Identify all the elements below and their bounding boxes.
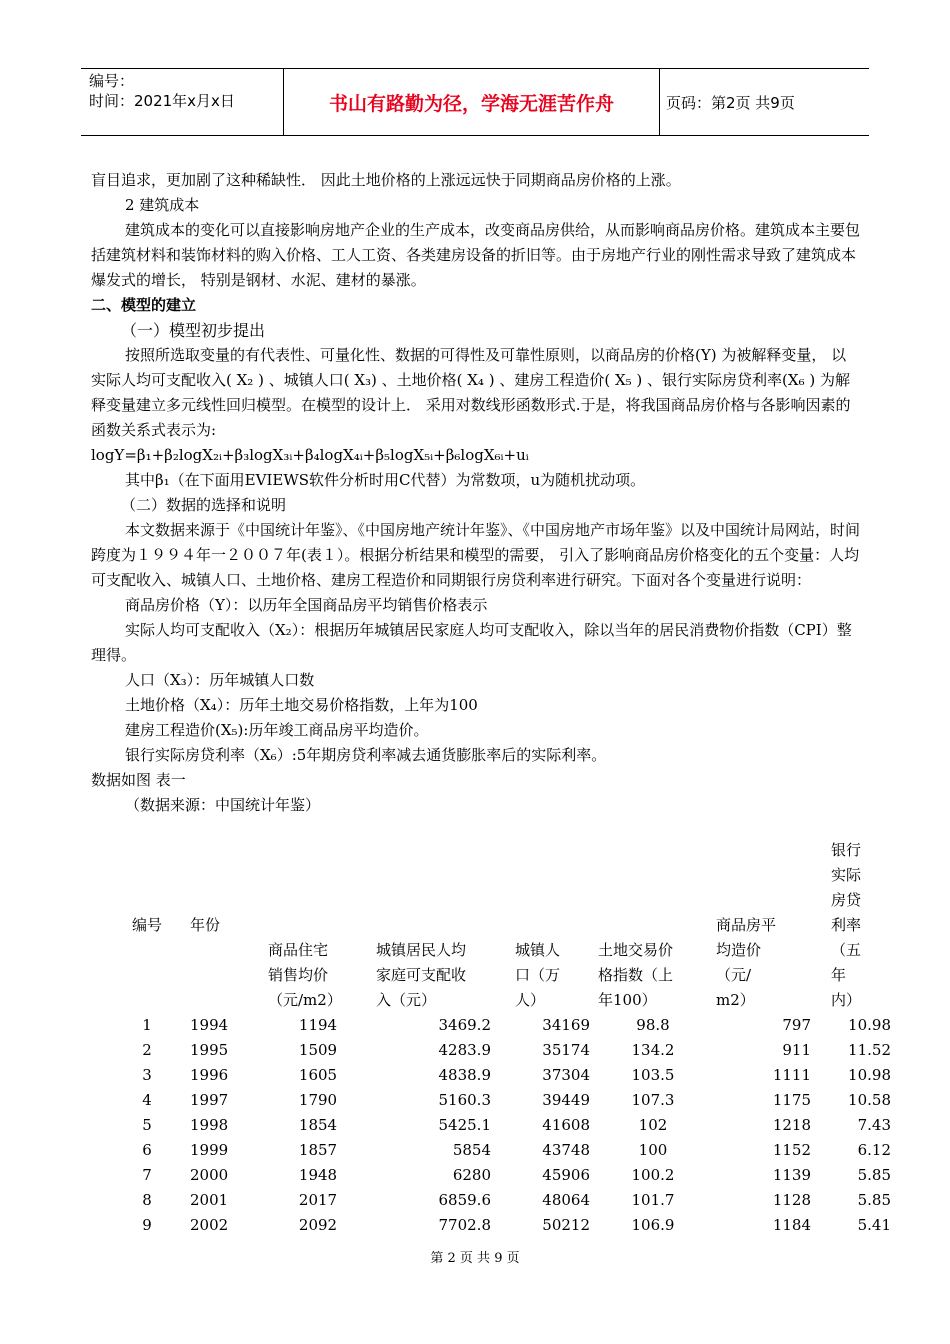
row-loan-rate-cell: 7.43 — [857, 1116, 891, 1134]
row-income-cell: 5854 — [452, 1141, 491, 1159]
row-loan-rate-cell: 5.85 — [857, 1166, 891, 1184]
section-heading-model: 二、模型的建立 — [91, 296, 197, 314]
header-meta — [81, 69, 284, 135]
col-header-price: 商品住宅 销售均价 （元/m2） — [268, 941, 342, 1009]
table-row — [108, 1138, 895, 1163]
row-land-index-cell: 100 — [638, 1141, 668, 1159]
row-number-cell: 1 — [142, 1016, 152, 1034]
row-population-cell: 45906 — [542, 1166, 590, 1184]
row-price-cell: 1790 — [298, 1091, 338, 1109]
doc-date-label: 时间：2021年x月x日 — [89, 92, 235, 110]
doc-number-label: 编号： — [89, 72, 135, 90]
row-year-cell: 2002 — [190, 1216, 229, 1234]
row-build-cost-cell: 797 — [782, 1016, 811, 1034]
row-income-cell: 7702.8 — [438, 1216, 491, 1234]
row-year-cell: 1998 — [190, 1116, 229, 1134]
row-price-cell: 1605 — [298, 1066, 338, 1084]
row-year-cell: 2001 — [190, 1191, 229, 1209]
variable-description: 商品房价格（Y）：以历年全国商品房平均销售价格表示 — [125, 596, 488, 614]
row-income-cell: 4838.9 — [438, 1066, 491, 1084]
row-population-cell: 48064 — [542, 1191, 590, 1209]
regression-formula: logY=β₁+β₂logX₂ᵢ+β₃logX₃ᵢ+β₄logX₄ᵢ+β₅logX₅ᵢ+β₆logX₆ᵢ+uᵢ — [91, 446, 529, 464]
page-footer: 第 2 页 共 9 页 — [430, 1251, 520, 1266]
data-table — [108, 838, 895, 1238]
table-row — [108, 1188, 895, 1213]
row-land-index-cell: 107.3 — [631, 1091, 675, 1109]
row-price-cell: 1854 — [298, 1116, 338, 1134]
row-build-cost-cell: 911 — [782, 1041, 811, 1059]
row-number-cell: 2 — [142, 1041, 152, 1059]
col-header-loan-rate: 银行 实际 房贷 利率 （五 年 内） — [831, 841, 862, 1009]
row-year-cell: 1997 — [190, 1091, 229, 1109]
row-population-cell: 39449 — [542, 1091, 590, 1109]
row-land-index-cell: 101.7 — [631, 1191, 675, 1209]
subsection-heading: （二）数据的选择和说明 — [121, 496, 287, 514]
row-income-cell: 4283.9 — [438, 1041, 491, 1059]
row-population-cell: 50212 — [542, 1216, 590, 1234]
table-row — [108, 1213, 895, 1238]
row-build-cost-cell: 1128 — [772, 1191, 811, 1209]
row-loan-rate-cell: 5.41 — [857, 1216, 891, 1234]
paragraph: 其中β₁（在下面用EVIEWS软件分析时用C代替）为常数项，u为随机扰动项。 — [125, 471, 646, 489]
subsection-heading: （一）模型初步提出 — [121, 321, 266, 340]
row-year-cell: 2000 — [190, 1166, 229, 1184]
row-price-cell: 1194 — [298, 1016, 338, 1034]
row-number-cell: 3 — [142, 1066, 152, 1084]
row-population-cell: 35174 — [542, 1041, 590, 1059]
row-number-cell: 8 — [142, 1191, 152, 1209]
row-build-cost-cell: 1139 — [772, 1166, 811, 1184]
row-population-cell: 43748 — [542, 1141, 590, 1159]
variable-description: 人口（X₃）：历年城镇人口数 — [125, 671, 315, 689]
table-row — [108, 1163, 895, 1188]
row-population-cell: 37304 — [542, 1066, 590, 1084]
row-loan-rate-cell: 10.58 — [848, 1091, 891, 1109]
row-loan-rate-cell: 6.12 — [857, 1141, 891, 1159]
table-row — [108, 1013, 895, 1038]
row-loan-rate-cell: 11.52 — [848, 1041, 891, 1059]
variable-description: 建房工程造价(X₅):历年竣工商品房平均造价。 — [125, 721, 429, 739]
col-header-build-cost: 商品房平 均造价 （元/ m2） — [716, 916, 777, 1009]
section-heading-construction-cost: 2 建筑成本 — [125, 196, 200, 214]
row-price-cell: 1948 — [298, 1166, 338, 1184]
row-loan-rate-cell: 10.98 — [848, 1016, 891, 1034]
col-header-number: 编号 — [131, 916, 162, 934]
row-income-cell: 5160.3 — [438, 1091, 491, 1109]
row-income-cell: 6280 — [452, 1166, 491, 1184]
row-number-cell: 5 — [142, 1116, 152, 1134]
row-loan-rate-cell: 5.85 — [857, 1191, 891, 1209]
col-header-year: 年份 — [190, 916, 221, 934]
row-income-cell: 6859.6 — [438, 1191, 491, 1209]
row-number-cell: 9 — [142, 1216, 152, 1234]
row-land-index-cell: 98.8 — [636, 1016, 670, 1034]
paragraph: 按照所选取变量的有代表性、可量化性、数据的可得性及可靠性原则，以商品房的价格(Y) 为被解释变量， 以实际人均可支配收入( X₂ ) 、城镇人口( X₃) 、土地价格( X₄ ) 、建房工程造价( X₅ ) 、银行实际房贷利率(X₆ ) 为解释变量建立多元线性回归模型。在模型的设计上． 采用对数线形函数形式.于是，将我国商品房价格与各影响因素的函数关系式表示为: — [91, 346, 851, 439]
row-price-cell: 2017 — [298, 1191, 338, 1209]
variable-description: 土地价格（X₄）：历年土地交易价格指数，上年为100 — [125, 696, 478, 714]
row-income-cell: 3469.2 — [438, 1016, 491, 1034]
row-income-cell: 5425.1 — [438, 1116, 491, 1134]
table-row — [108, 1113, 895, 1138]
paragraph: 本文数据来源于《中国统计年鉴》、《中国房地产统计年鉴》、《中国房地产市场年鉴》以及中国统计局网站，时间跨度为１９９４年一２００７年(表１）。根据分析结果和模型的需要， 引入了影响商品房价格变化的五个变量：人均可支配收入、城镇人口、土地价格、建房工程造价和同期银行房贷利率进行研究。下面对各个变量进行说明： — [91, 521, 861, 589]
row-build-cost-cell: 1218 — [772, 1116, 811, 1134]
row-land-index-cell: 134.2 — [631, 1041, 675, 1059]
row-build-cost-cell: 1152 — [772, 1141, 811, 1159]
paragraph: 建筑成本的变化可以直接影响房地产企业的生产成本，改变商品房供给，从而影响商品房价格。建筑成本主要包括建筑材料和装饰材料的购入价格、工人工资、各类建房设备的折旧等。由于房地产行业的刚性需求导致了建筑成本爆发式的增长， 特别是钢材、水泥、建材的暴涨。 — [91, 221, 861, 289]
table-row — [108, 1088, 895, 1113]
row-year-cell: 1995 — [190, 1041, 229, 1059]
header-motto: 书山有路勤为径，学海无涯苦作舟 — [284, 69, 660, 135]
row-land-index-cell: 106.9 — [631, 1216, 675, 1234]
row-price-cell: 1857 — [298, 1141, 338, 1159]
row-build-cost-cell: 1175 — [772, 1091, 811, 1109]
row-year-cell: 1999 — [190, 1141, 229, 1159]
row-number-cell: 4 — [142, 1091, 152, 1109]
row-land-index-cell: 102 — [638, 1116, 668, 1134]
row-land-index-cell: 100.2 — [631, 1166, 675, 1184]
header-page-label: 页码：第2页 共9页 — [666, 93, 795, 112]
row-year-cell: 1996 — [190, 1066, 229, 1084]
figure-label: 数据如图 表一 — [91, 771, 186, 789]
row-price-cell: 1509 — [298, 1041, 338, 1059]
table-row — [108, 1063, 895, 1088]
row-land-index-cell: 103.5 — [631, 1066, 675, 1084]
row-price-cell: 2092 — [298, 1216, 338, 1234]
document-body — [91, 168, 861, 818]
row-year-cell: 1994 — [190, 1016, 229, 1034]
table-row — [108, 1038, 895, 1063]
col-header-land-index: 土地交易价 格指数（上 年100） — [598, 941, 674, 1009]
table-header-row — [108, 838, 895, 1013]
row-build-cost-cell: 1184 — [772, 1216, 811, 1234]
row-number-cell: 6 — [142, 1141, 152, 1159]
col-header-income: 城镇居民人均 家庭可支配收 入（元） — [376, 941, 467, 1009]
data-source-note: （数据来源：中国统计年鉴） — [125, 796, 321, 814]
variable-description: 实际人均可支配收入（X₂）：根据历年城镇居民家庭人均可支配收入，除以当年的居民消费物价指数（CPI）整理得。 — [91, 621, 852, 664]
row-population-cell: 41608 — [542, 1116, 590, 1134]
variable-description: 银行实际房贷利率（X₆）:5年期房贷利率减去通货膨胀率后的实际利率。 — [125, 746, 607, 764]
row-number-cell: 7 — [142, 1166, 152, 1184]
row-build-cost-cell: 1111 — [772, 1066, 811, 1084]
row-loan-rate-cell: 10.98 — [848, 1066, 891, 1084]
page-header — [81, 68, 869, 136]
paragraph: 盲目追求，更加剧了这种稀缺性． 因此土地价格的上涨远远快于同期商品房价格的上涨。 — [91, 171, 681, 189]
row-population-cell: 34169 — [542, 1016, 590, 1034]
col-header-population: 城镇人 口（万 人） — [515, 941, 561, 1009]
